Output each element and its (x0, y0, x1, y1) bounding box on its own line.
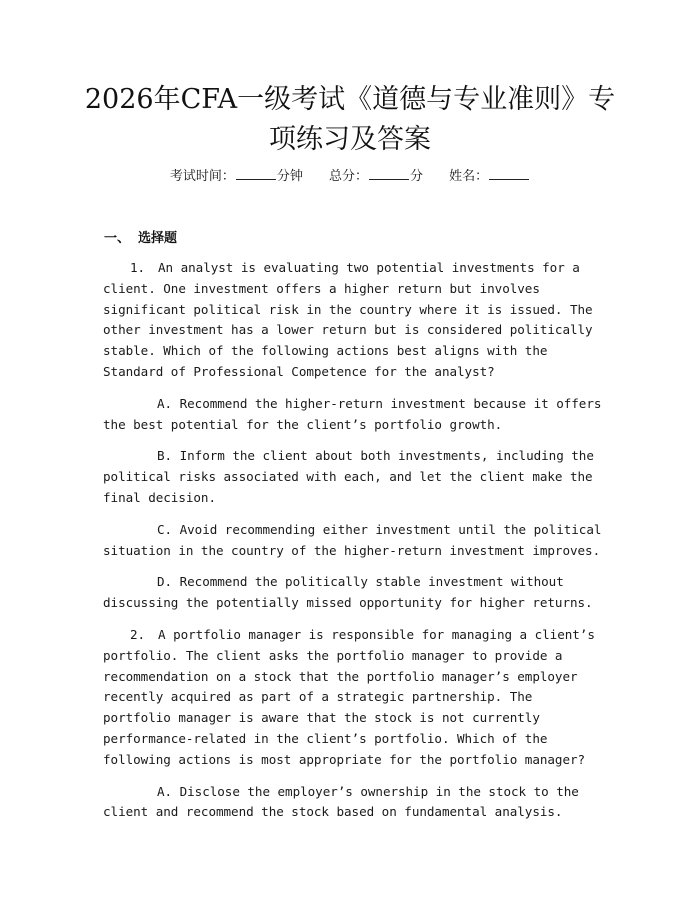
name-label: 姓名： (449, 169, 489, 184)
exam-info-line (0, 166, 700, 188)
title-line-2: 项练习及答案 (269, 124, 431, 155)
exam-time-unit: 分钟 (276, 169, 303, 184)
exam-time-field (170, 166, 303, 188)
total-score-field (329, 166, 423, 188)
section-number: 一、 (104, 231, 131, 246)
question-text: An analyst is evaluating two potential investments for a client. One investment offers a higher return but involves significant political risk in the country where it is issued. The other investment has a lower return but is considered politically stable. Which of the following actions best aligns with the Standard of Professional Competence for the analyst? (103, 260, 593, 379)
section-heading (104, 229, 177, 249)
total-score-unit: 分 (410, 169, 424, 184)
title-line-1: 2026年CFA一级考试《道德与专业准则》专 (84, 84, 616, 115)
name-blank (489, 166, 529, 180)
question-text: A portfolio manager is responsible for managing a client’s portfolio. The client asks the portfolio manager to provide a recommendation on a stock that the portfolio manager’s employer recently acquired as part of a strategic partnership. The portfolio manager is aware that the stock is not currently performance-related in the client’s portfolio. Which of the following actions is most appropriate for the portfolio manager? (103, 626, 595, 767)
question-1 (103, 258, 605, 383)
total-score-blank (369, 166, 409, 180)
exam-time-label: 考试时间： (169, 169, 235, 184)
question-2-option-a: A. Disclose the employer’s ownership in the stock to the client and recommend the stock based on fundamental analysis. (103, 783, 579, 820)
question-number: 2. (130, 626, 146, 642)
document-title (60, 80, 640, 160)
question-list (103, 258, 605, 834)
question-number: 1. (130, 260, 146, 275)
question-1-option-b: B. Inform the client about both investments, including the political risks associated with each, and let the client make the final decision. (103, 448, 594, 505)
question-1-option-c: C. Avoid recommending either investment until the political situation in the country of the higher-return investment improves. (103, 521, 602, 558)
question-2 (103, 625, 605, 771)
section-label: 选择题 (138, 231, 178, 246)
name-field (449, 166, 530, 188)
total-score-label: 总分： (328, 169, 368, 184)
exam-time-blank (236, 166, 276, 180)
question-1-option-a: A. Recommend the higher-return investment because it offers the best potential for the client’s portfolio growth. (103, 395, 602, 432)
question-1-option-d: D. Recommend the politically stable investment without discussing the potentially missed opportunity for higher returns. (103, 574, 593, 611)
